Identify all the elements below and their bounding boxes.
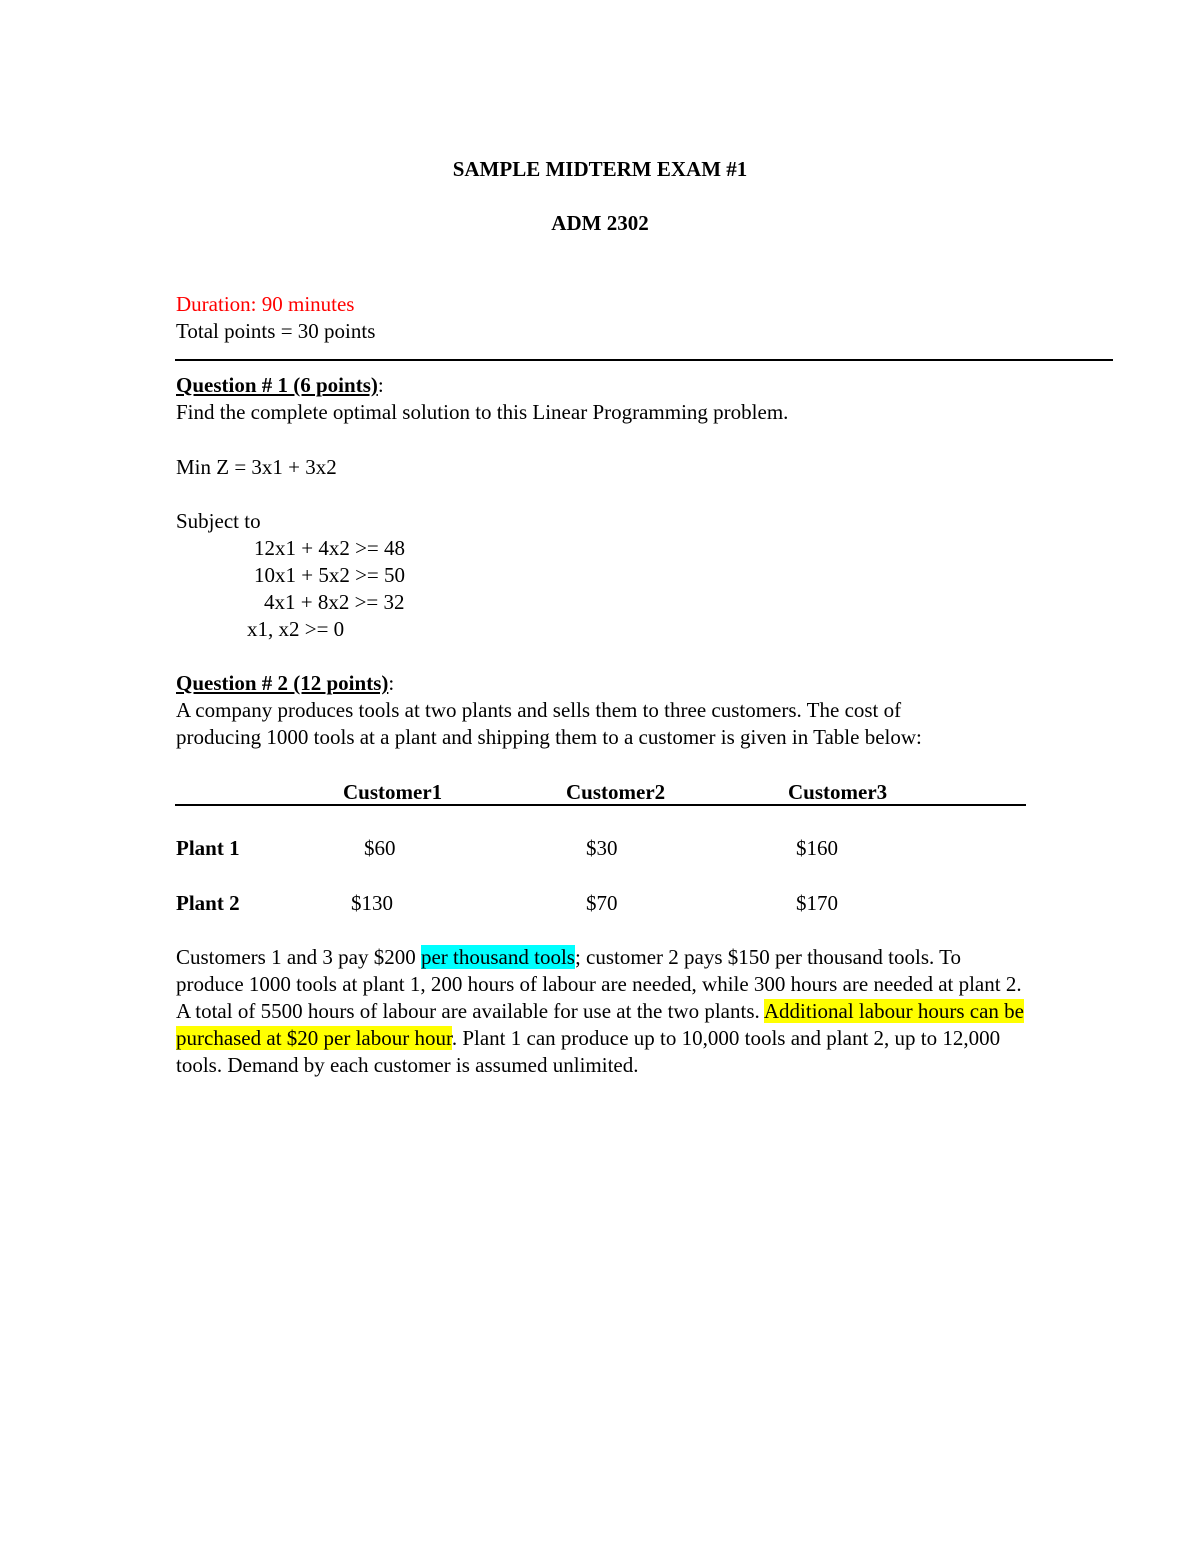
table-header-customer2: Customer2 <box>566 780 666 804</box>
table-cell: $30 <box>586 836 618 860</box>
q1-nonnegativity: x1, x2 >= 0 <box>247 617 345 641</box>
q1-constraint: 12x1 + 4x2 >= 48 <box>254 536 406 560</box>
header-divider <box>175 359 1113 361</box>
course-code: ADM 2302 <box>551 211 649 235</box>
table-cell: $70 <box>586 891 618 915</box>
q1-heading: Question # 1 (6 points) <box>176 373 378 397</box>
table-header-customer3: Customer3 <box>788 780 888 804</box>
highlight-cyan: per thousand tools <box>420 945 575 969</box>
q2-text: . Plant 1 can produce up to 10,000 tools and plant 2, up to 12,000 tools. Demand by each customer is assumed unlimited. <box>176 1026 1001 1077</box>
q2-heading-line <box>176 670 394 697</box>
table-cell: $130 <box>351 891 393 915</box>
q2-paragraph <box>176 944 1026 1079</box>
q1-objective: Min Z = 3x1 + 3x2 <box>176 455 337 479</box>
q1-constraint: 4x1 + 8x2 >= 32 <box>264 590 405 614</box>
q2-heading: Question # 2 (12 points) <box>176 671 389 695</box>
q2-text: ; customer 2 pays $150 per thousand tools. To produce 1000 tools at plant 1, 200 hours of labour are needed, while 300 hours are needed at plant 2. A total of 5500 hours of labour are available for use at the two plants. <box>176 945 1022 1023</box>
q1-colon: : <box>377 373 384 397</box>
q1-subject-to: Subject to <box>176 509 261 533</box>
q1-constraint: 10x1 + 5x2 >= 50 <box>254 563 406 587</box>
table-row-label-plant1: Plant 1 <box>176 836 240 860</box>
q2-text: Customers 1 and 3 pay $200 <box>176 945 421 969</box>
exam-title: SAMPLE MIDTERM EXAM #1 <box>452 157 748 181</box>
table-cell: $170 <box>796 891 838 915</box>
table-header-customer1: Customer1 <box>343 780 443 804</box>
total-points-text: Total points = 30 points <box>176 319 376 343</box>
q1-prompt: Find the complete optimal solution to this Linear Programming problem. <box>176 400 789 424</box>
q2-colon: : <box>388 671 395 695</box>
q1-heading-line <box>176 372 384 399</box>
duration-text: Duration: 90 minutes <box>176 292 355 316</box>
q2-intro-line: producing 1000 tools at a plant and shipping them to a customer is given in Table below: <box>176 725 922 749</box>
highlight-yellow: Additional labour hours can be purchased at $20 per labour hour <box>176 999 1024 1050</box>
table-cell: $60 <box>364 836 396 860</box>
table-cell: $160 <box>796 836 838 860</box>
q2-intro-line: A company produces tools at two plants and sells them to three customers. The cost of <box>176 698 902 722</box>
table-row-label-plant2: Plant 2 <box>176 891 240 915</box>
table-header-rule <box>175 804 1026 806</box>
